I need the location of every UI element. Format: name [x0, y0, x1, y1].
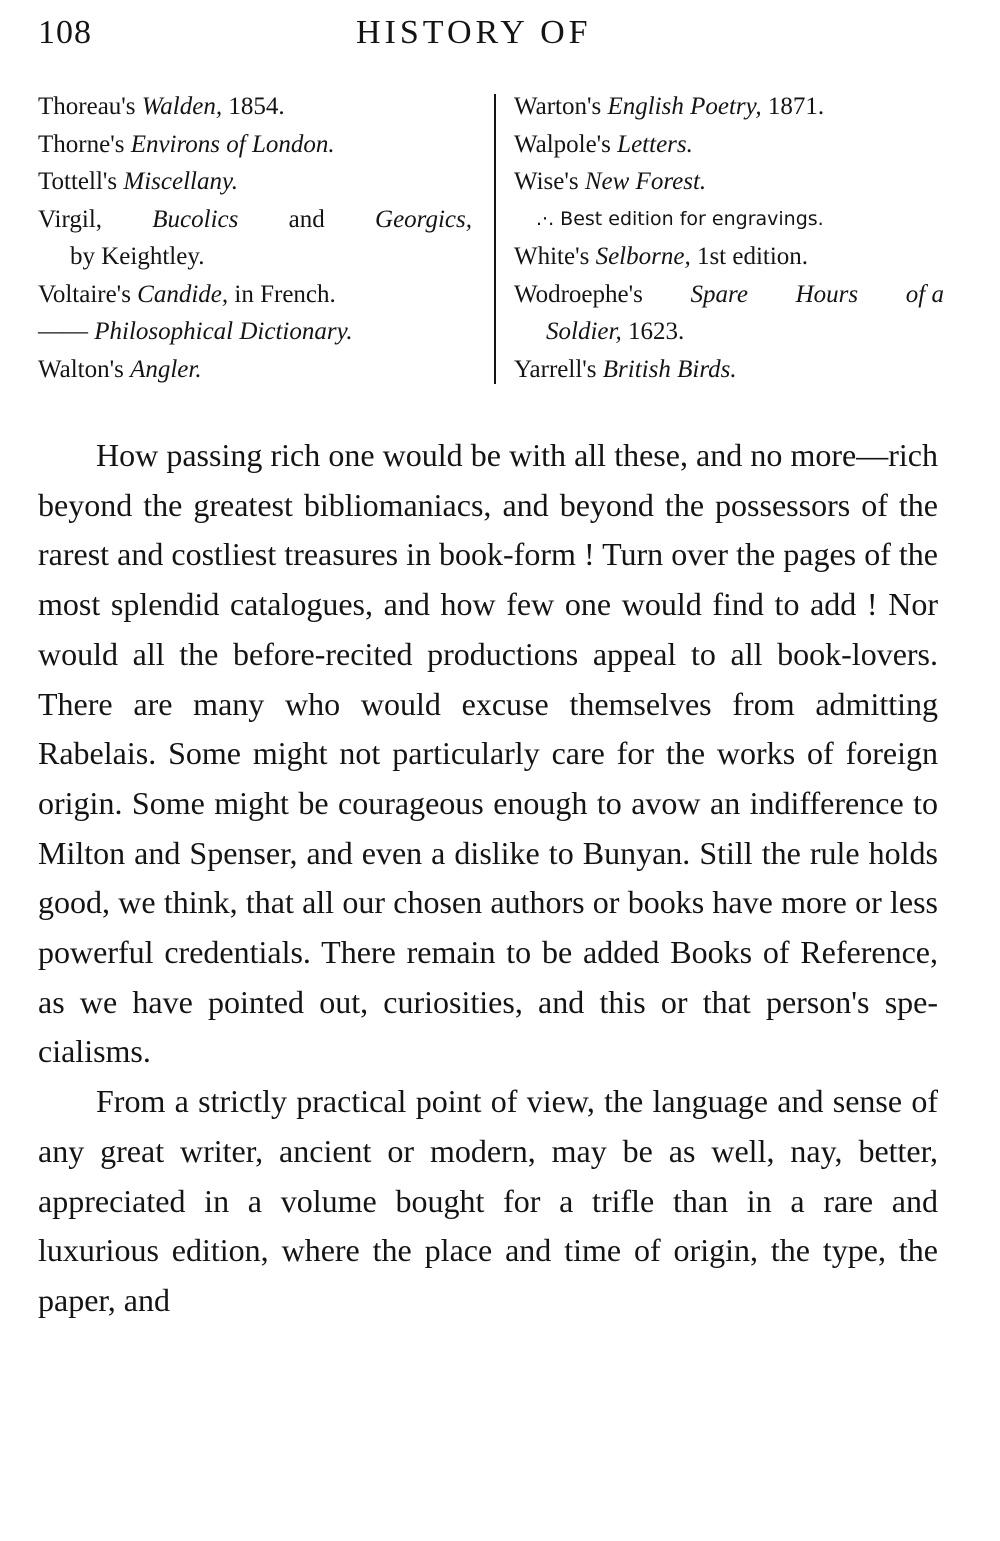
body-text	[38, 431, 938, 1326]
list-item-note: .·. Best edition for engravings.	[536, 207, 824, 230]
list-item: Voltaire's Candide, in French.	[38, 280, 336, 308]
list-item: Walpole's Letters.	[514, 130, 693, 158]
list-item: —— Philosophical Dictionary.	[38, 318, 353, 345]
paragraph: How passing rich one would be with all these, and no more—rich beyond the greatest bibliomaniacs, and beyond the possessors of the rarest and costliest treasures in book-form ! Turn over the pages of the most splendid catalogues, and how few one would find to add ! Nor would all the before-recited productions appeal to all book-lovers. There are many who would excuse themselves from admitting Rabelais. Some might not particularly care for the works of foreign origin. Some might be courageous enough to avow an indifference to Milton and Spenser, and even a dislike to Bunyan. Still the rule holds good, we think, that all our chosen authors or books have more or less powerful credentials. There remain to be added Books of Reference, as we have pointed out, curiosities, and this or that person's specialisms.	[38, 437, 938, 1070]
book-list-left-column	[38, 88, 472, 388]
list-item: White's Selborne, 1st edition.	[514, 243, 809, 270]
page-number: 108	[38, 14, 92, 51]
paragraph: From a strictly practical point of view, the language and sense of any great writer, ancient or modern, may be as well, nay, better, appreciated in a volume bought for a trifle than in a rare and luxurious edition, where the place and time of origin, the type, the paper, and	[38, 1083, 938, 1318]
list-item: Walton's Angler.	[38, 355, 202, 383]
running-head: HISTORY OF	[356, 14, 592, 51]
list-item: Virgil, Bucolics and Georgics,	[38, 205, 472, 233]
column-divider	[494, 94, 496, 384]
list-item: Wodroephe's Spare Hours of a	[514, 280, 944, 308]
list-item-continuation: by Keightley.	[70, 243, 205, 270]
list-item-continuation: Soldier, 1623.	[546, 318, 685, 345]
list-item: Wise's New Forest.	[514, 168, 707, 195]
book-list-right-column	[514, 88, 944, 388]
list-item: Yarrell's British Birds.	[514, 355, 737, 383]
page-header	[38, 14, 938, 66]
list-item: Thorne's Environs of London.	[38, 130, 335, 158]
list-item: Thoreau's Walden, 1854.	[38, 93, 285, 120]
book-list	[38, 88, 948, 388]
list-item: Warton's English Poetry, 1871.	[514, 93, 825, 120]
list-item: Tottell's Miscellany.	[38, 168, 238, 195]
